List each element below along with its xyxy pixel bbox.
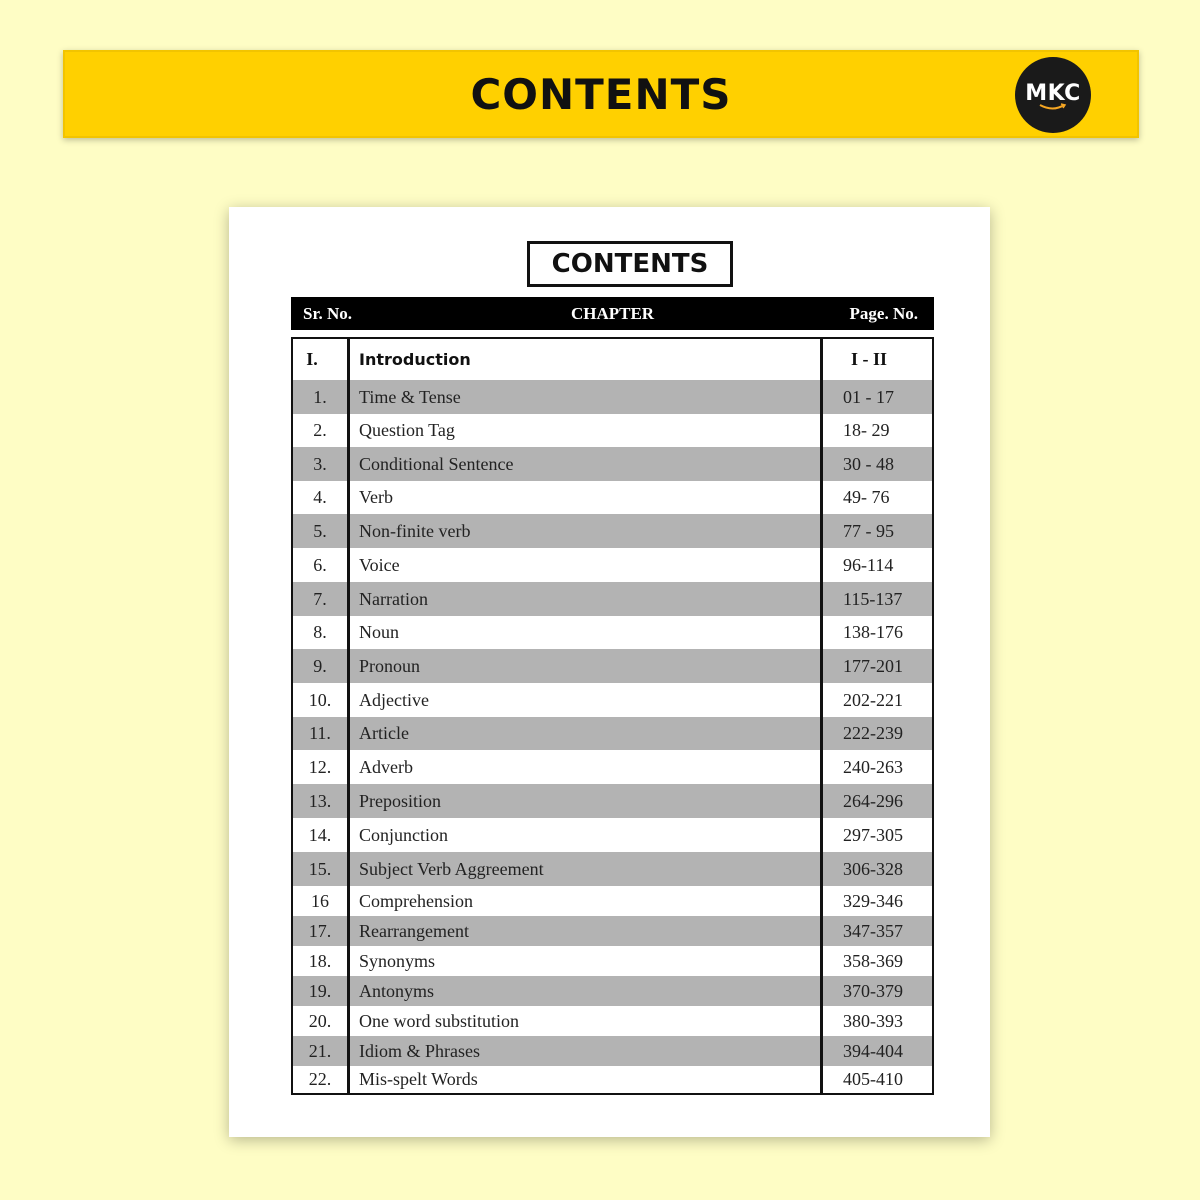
row-chapter: Preposition	[359, 790, 442, 811]
table-row	[293, 616, 932, 649]
table-row	[293, 380, 932, 414]
row-chapter: Question Tag	[359, 420, 455, 440]
row-chapter: Adjective	[359, 689, 429, 710]
row-chapter: Introduction	[359, 350, 471, 369]
row-pages: 115-137	[843, 588, 903, 609]
row-sr-no: 22.	[308, 1069, 332, 1089]
row-pages: 177-201	[843, 655, 903, 676]
row-sr-no: 14.	[308, 824, 332, 845]
row-sr-no: 21.	[308, 1040, 332, 1061]
table-row	[293, 414, 932, 447]
row-sr-no: 2.	[313, 420, 327, 440]
table-row	[293, 1006, 932, 1036]
table-row	[293, 447, 932, 481]
page-title: CONTENTS	[527, 241, 733, 287]
row-sr-no: 9.	[313, 655, 327, 676]
row-pages: 329-346	[843, 890, 903, 911]
table-header	[291, 297, 934, 330]
row-chapter: Mis-spelt Words	[359, 1069, 478, 1089]
row-sr-no: 7.	[313, 588, 327, 609]
row-pages: 370-379	[843, 980, 903, 1001]
row-chapter: Comprehension	[359, 890, 473, 911]
row-chapter: Conditional Sentence	[359, 453, 514, 474]
table-row	[293, 548, 932, 582]
row-sr-no: 3.	[313, 453, 327, 474]
row-sr-no: 6.	[313, 554, 327, 575]
header-page-no: Page. No.	[849, 304, 918, 323]
table-row	[293, 852, 932, 886]
table-row	[293, 946, 932, 976]
row-chapter: Idiom & Phrases	[359, 1040, 480, 1061]
table-row	[293, 750, 932, 784]
row-sr-no: 20.	[308, 1010, 332, 1031]
row-pages: 77 - 95	[843, 520, 894, 541]
table-row	[293, 818, 932, 852]
row-pages: 358-369	[843, 950, 903, 971]
table-row	[293, 649, 932, 683]
table-row	[293, 1066, 932, 1093]
header-banner	[63, 50, 1139, 138]
contents-page	[229, 207, 990, 1137]
column-divider-sr	[347, 339, 350, 1093]
row-chapter: Time & Tense	[359, 386, 461, 407]
row-chapter: Antonyms	[359, 980, 435, 1001]
row-pages: 222-239	[843, 723, 903, 743]
row-pages: 264-296	[843, 790, 903, 811]
row-pages: 380-393	[843, 1010, 903, 1031]
logo-text: MKC	[1025, 81, 1081, 106]
table-row	[293, 784, 932, 818]
row-sr-no: 19.	[308, 980, 332, 1001]
mkc-logo	[1015, 57, 1091, 133]
table-row	[293, 514, 932, 548]
row-chapter: Verb	[359, 487, 393, 507]
row-sr-no: 16	[311, 890, 329, 911]
row-pages: I - II	[851, 349, 888, 369]
table-row	[293, 916, 932, 946]
header-chapter: CHAPTER	[570, 304, 655, 323]
row-chapter: Voice	[359, 554, 400, 575]
header-sr-no: Sr. No.	[303, 304, 352, 323]
row-sr-no: 13.	[308, 790, 332, 811]
row-pages: 297-305	[843, 824, 903, 845]
row-chapter: Subject Verb Aggreement	[359, 858, 544, 879]
row-sr-no: I.	[306, 349, 318, 369]
row-sr-no: 8.	[313, 622, 327, 642]
table-row	[293, 976, 932, 1006]
row-chapter: Non-finite verb	[359, 520, 471, 541]
row-pages: 306-328	[843, 858, 903, 879]
row-sr-no: 10.	[308, 689, 332, 710]
row-chapter: Rearrangement	[359, 920, 469, 941]
row-chapter: Narration	[359, 588, 428, 609]
row-chapter: Conjunction	[359, 824, 448, 845]
row-sr-no: 17.	[308, 920, 332, 941]
row-chapter: Noun	[359, 622, 399, 642]
row-sr-no: 15.	[308, 858, 332, 879]
table-row	[293, 683, 932, 717]
smile-arrow-icon	[1038, 103, 1068, 111]
table-row	[293, 1036, 932, 1066]
row-sr-no: 1.	[313, 386, 327, 407]
row-pages: 96-114	[843, 554, 894, 575]
contents-table	[291, 337, 934, 1095]
row-chapter: Adverb	[359, 756, 413, 777]
row-chapter: Synonyms	[359, 950, 436, 971]
row-sr-no: 5.	[313, 520, 327, 541]
row-chapter: Pronoun	[359, 655, 421, 676]
row-pages: 394-404	[843, 1040, 903, 1061]
row-sr-no: 12.	[308, 756, 332, 777]
column-divider-pages	[820, 339, 823, 1093]
row-pages: 49- 76	[843, 487, 890, 507]
row-pages: 240-263	[843, 756, 903, 777]
table-row	[293, 582, 932, 616]
table-row	[293, 717, 932, 750]
row-pages: 18- 29	[843, 420, 890, 440]
row-sr-no: 18.	[308, 950, 332, 971]
row-pages: 347-357	[843, 920, 903, 941]
row-sr-no: 4.	[313, 487, 327, 507]
table-row-introduction	[293, 339, 932, 380]
table-row	[293, 481, 932, 514]
row-chapter: One word substitution	[359, 1010, 519, 1031]
table-row	[293, 886, 932, 916]
row-chapter: Article	[359, 723, 409, 743]
row-pages: 138-176	[843, 622, 903, 642]
row-pages: 01 - 17	[843, 386, 894, 407]
row-pages: 405-410	[843, 1069, 903, 1089]
row-pages: 202-221	[843, 689, 903, 710]
row-pages: 30 - 48	[843, 453, 894, 474]
row-sr-no: 11.	[309, 723, 331, 743]
banner-title: CONTENTS	[470, 69, 732, 119]
